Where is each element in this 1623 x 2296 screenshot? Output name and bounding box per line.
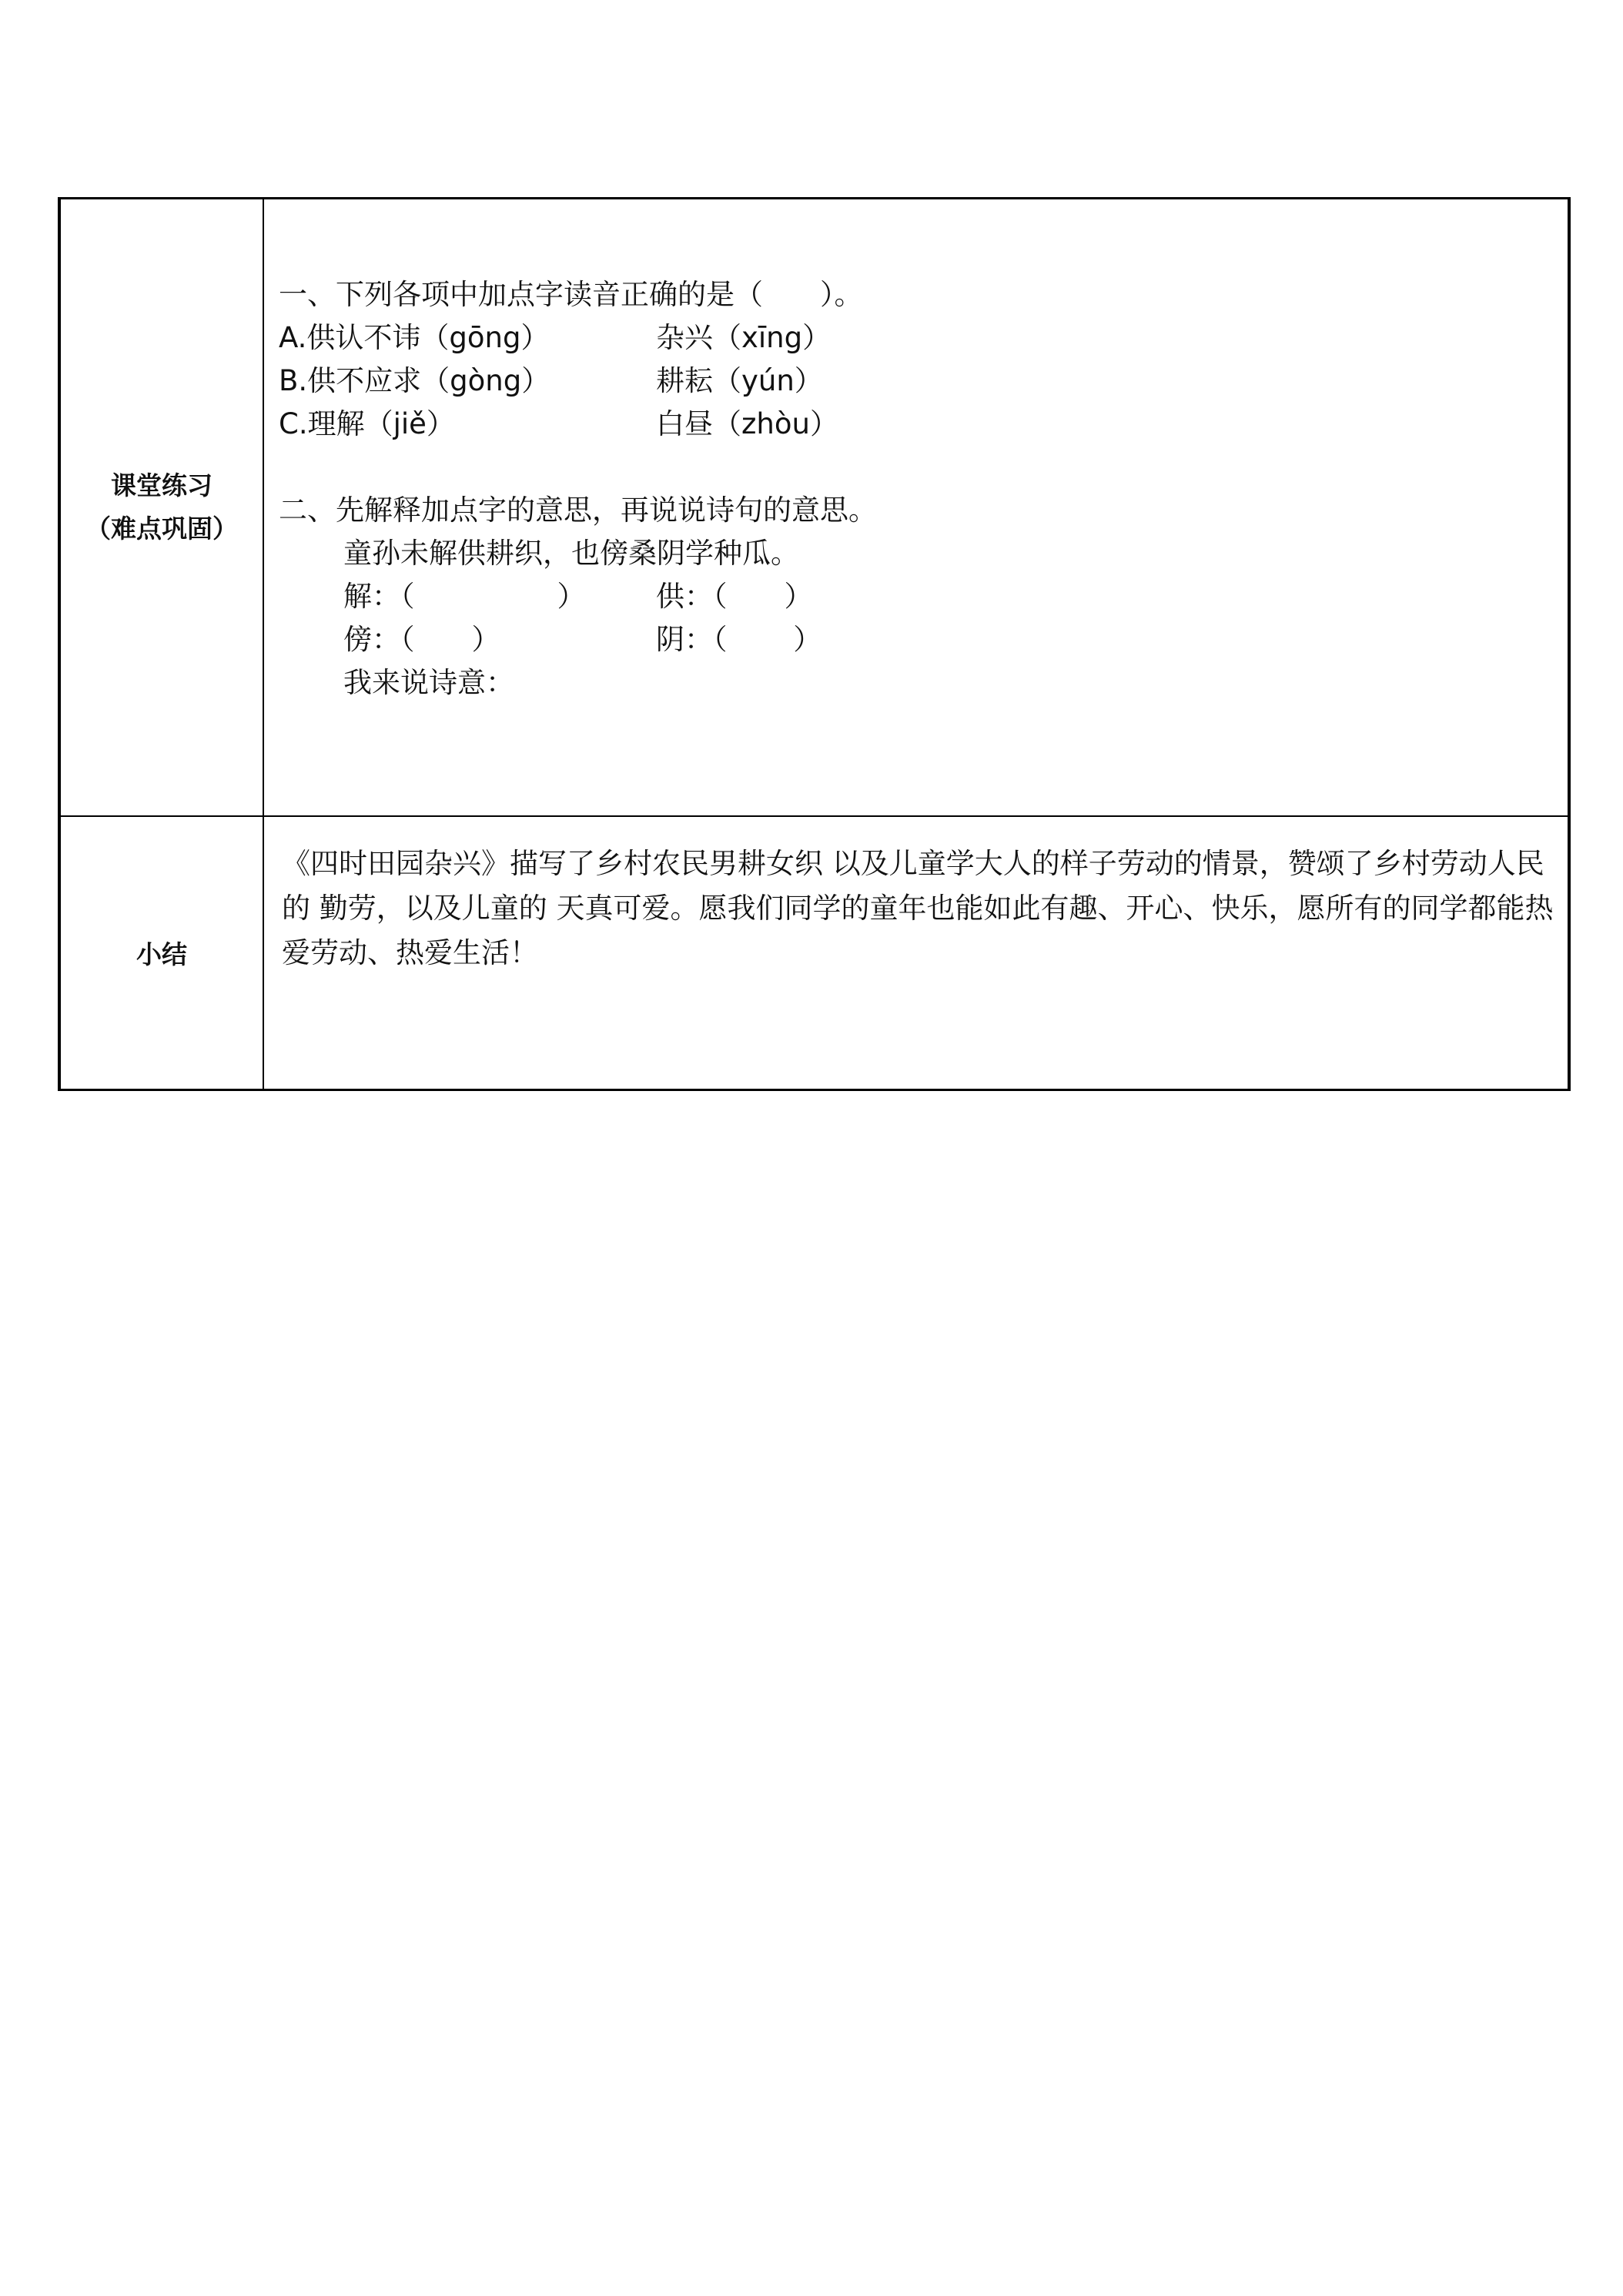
option-b-word-2: 耕耘（yún） bbox=[656, 364, 823, 397]
row-label-line: 小结 bbox=[136, 939, 187, 969]
table-border-right bbox=[1568, 197, 1571, 1091]
table-row-divider bbox=[59, 815, 1571, 817]
poem-meaning-prompt: 我来说诗意： bbox=[343, 666, 514, 699]
question-2: 二、先解释加点字的意思，再说说诗句的意思。 bbox=[279, 494, 877, 527]
poem-line: 童孙未解供耕织，也傍桑阴学种瓜。 bbox=[343, 537, 799, 570]
summary-text: 《四时田园杂兴》描写了乡村农民男耕女织 以及儿童学大人的样子劳动的情景，赞颂了乡村劳动人民的 勤劳，以及儿童的 天真可爱。愿我们同学的童年也能如此有趣、开心、快乐，愿所有的同学都能热爱劳动、热爱生活！ bbox=[282, 847, 1554, 969]
fill-blank-gong: 供：（ ） bbox=[656, 580, 813, 613]
question-1: 一、下列各项中加点字读音正确的是（ ）。 bbox=[279, 278, 863, 311]
option-a-word-1: A.供认不讳（gōng） bbox=[279, 321, 550, 354]
table-border-bottom bbox=[59, 1089, 1571, 1091]
option-c-word-1: C.理解（jiě） bbox=[279, 407, 455, 440]
option-b-word-1: B.供不应求（gòng） bbox=[279, 364, 550, 397]
fill-blank-jie: 解：（ ） bbox=[343, 580, 586, 613]
row-label-summary bbox=[60, 933, 263, 976]
fill-blank-bang: 傍：（ ） bbox=[343, 623, 500, 656]
row-label-practice bbox=[60, 464, 263, 551]
row-label-line: 课堂练习 bbox=[111, 470, 212, 500]
option-a-word-2: 杂兴（xīng） bbox=[656, 321, 832, 354]
table-border-top bbox=[59, 197, 1571, 199]
row-label-line: （难点巩固） bbox=[85, 514, 238, 544]
option-c-word-2: 白昼（zhòu） bbox=[656, 407, 838, 440]
fill-blank-yin: 阴：（ ） bbox=[656, 623, 822, 656]
